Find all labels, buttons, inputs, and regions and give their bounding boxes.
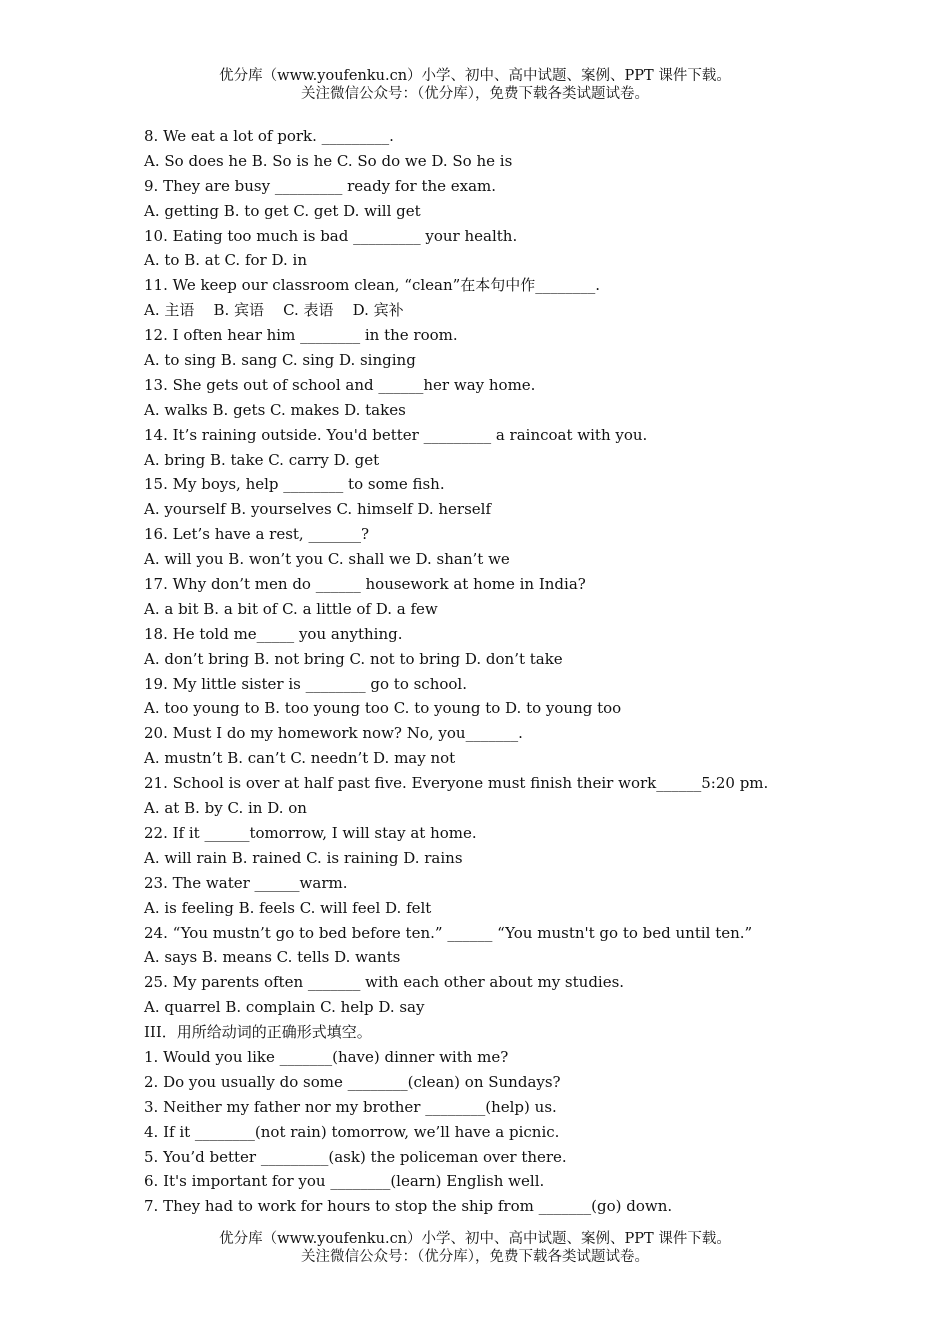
options-16: A. will you B. won’t you C. shall we D. shan’t we (144, 550, 510, 569)
question-16: 16. Let’s have a rest, _______? (144, 525, 370, 544)
footer-line-1: 优分库（www.youfenku.cn）小学、初中、高中试题、案例、PPT 课件下载。 (219, 1231, 731, 1247)
options-17: A. a bit B. a bit of C. a little of D. a few (144, 599, 438, 618)
verb-exercise-7: 7. They had to work for hours to stop the ship from _______(go) down. (144, 1197, 673, 1216)
question-15: 15. My boys, help ________ to some fish. (144, 475, 445, 494)
verb-exercise-3: 3. Neither my father nor my brother ________(help) us. (144, 1097, 557, 1116)
question-9: 9. They are busy _________ ready for the exam. (144, 176, 497, 195)
exercise-content (144, 124, 904, 1219)
options-13: A. walks B. gets C. makes D. takes (144, 400, 406, 419)
options-11: A. 主语 B. 宾语 C. 表语 D. 宾补 (144, 301, 404, 320)
question-21: 21. School is over at half past five. Everyone must finish their work______5:20 pm. (144, 774, 769, 793)
question-11: 11. We keep our classroom clean, “clean”在本句中作________. (144, 276, 601, 295)
page-footer (0, 1230, 950, 1266)
question-17: 17. Why don’t men do ______ housework at home in India? (144, 575, 586, 594)
question-10: 10. Eating too much is bad _________ your health. (144, 226, 518, 245)
verb-exercise-4: 4. If it ________(not rain) tomorrow, we’ll have a picnic. (144, 1122, 560, 1141)
options-8: A. So does he B. So is he C. So do we D. So he is (144, 151, 513, 170)
question-20: 20. Must I do my homework now? No, you_______. (144, 724, 523, 743)
options-25: A. quarrel B. complain C. help D. say (144, 998, 425, 1017)
question-18: 18. He told me_____ you anything. (144, 624, 403, 643)
question-19: 19. My little sister is ________ go to school. (144, 674, 467, 693)
options-22: A. will rain B. rained C. is raining D. rains (144, 848, 463, 867)
options-18: A. don’t bring B. not bring C. not to bring D. don’t take (144, 649, 563, 668)
verb-exercise-1: 1. Would you like _______(have) dinner with me? (144, 1047, 509, 1066)
question-25: 25. My parents often _______ with each other about my studies. (144, 973, 625, 992)
question-12: 12. I often hear him ________ in the room. (144, 326, 458, 345)
options-19: A. too young to B. too young too C. to young to D. to young too (144, 699, 622, 718)
options-24: A. says B. means C. tells D. wants (144, 948, 401, 967)
question-24: 24. “You mustn’t go to bed before ten.” ______ “You mustn't go to bed until ten.” (144, 923, 753, 942)
page-header (0, 67, 950, 103)
header-line-1: 优分库（www.youfenku.cn）小学、初中、高中试题、案例、PPT 课件下载。 (219, 68, 731, 84)
question-14: 14. It’s raining outside. You'd better _________ a raincoat with you. (144, 425, 648, 444)
options-23: A. is feeling B. feels C. will feel D. felt (144, 898, 432, 917)
verb-exercise-5: 5. You’d better _________(ask) the policeman over there. (144, 1147, 567, 1166)
footer-line-2: 关注微信公众号：（优分库），免费下载各类试题试卷。 (301, 1249, 649, 1265)
options-12: A. to sing B. sang C. sing D. singing (144, 351, 416, 370)
options-20: A. mustn’t B. can’t C. needn’t D. may not (144, 749, 456, 768)
question-8: 8. We eat a lot of pork. _________. (144, 127, 394, 145)
question-13: 13. She gets out of school and ______her way home. (144, 375, 536, 394)
header-line-2: 关注微信公众号：（优分库），免费下载各类试题试卷。 (301, 86, 649, 102)
options-9: A. getting B. to get C. get D. will get (144, 201, 421, 220)
options-21: A. at B. by C. in D. on (144, 799, 307, 818)
options-15: A. yourself B. yourselves C. himself D. herself (144, 500, 491, 519)
options-14: A. bring B. take C. carry D. get (144, 450, 380, 469)
section-heading-iii: III．用所给动词的正确形式填空。 (144, 1023, 372, 1042)
verb-exercise-2: 2. Do you usually do some ________(clean) on Sundays? (144, 1072, 561, 1091)
options-10: A. to B. at C. for D. in (144, 251, 307, 270)
question-22: 22. If it ______tomorrow, I will stay at home. (144, 823, 477, 842)
question-23: 23. The water ______warm. (144, 873, 348, 892)
verb-exercise-6: 6. It's important for you ________(learn) English well. (144, 1172, 545, 1191)
